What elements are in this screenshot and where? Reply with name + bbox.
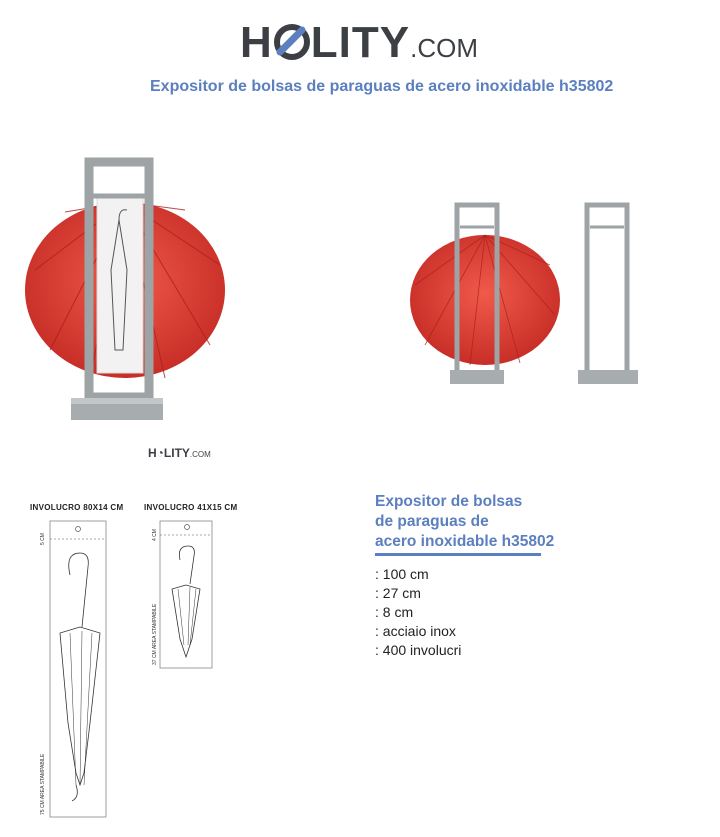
logo-letters-rest: LITY xyxy=(310,18,411,67)
spec-list xyxy=(375,565,461,660)
info-title-line-1: Expositor de bolsas xyxy=(375,493,523,510)
info-title-line-2: de paraguas de xyxy=(375,513,489,530)
photo-watermark-logo xyxy=(148,446,211,460)
spec-pouches: : 400 involucri xyxy=(375,642,462,658)
pouch-small-outline xyxy=(144,515,244,675)
page-title: Expositor de bolsas de paraguas de acero inoxidable h35802 xyxy=(150,78,614,95)
pouch-small-label: INVOLUCRO 41X15 CM xyxy=(144,503,238,512)
pouch-large-side-note: 75 CM AREA STAMPABILE xyxy=(40,753,46,815)
watermark-letter-h: H xyxy=(148,446,157,460)
watermark-letters-rest: LITY xyxy=(163,446,190,460)
watermark-suffix: .COM xyxy=(189,450,211,459)
spec-material: : acciaio inox xyxy=(375,623,456,639)
watermark-o-icon: ◔ xyxy=(156,446,164,460)
spec-height: : 100 cm xyxy=(375,566,429,582)
pouch-small-drawing xyxy=(144,515,244,675)
logo-letter-h: H xyxy=(240,18,273,67)
pouch-small-top-dim: 4 CM xyxy=(152,529,158,541)
spec-width: : 27 cm xyxy=(375,585,421,601)
product-info-title xyxy=(375,492,595,552)
info-title-line-3: acero inoxidable h35802 xyxy=(375,533,555,550)
logo-suffix: .COM xyxy=(410,33,478,63)
pouch-large-drawing xyxy=(30,515,130,825)
product-photo-main xyxy=(15,150,245,470)
spec-depth: : 8 cm xyxy=(375,604,414,620)
logo-o-mark-icon xyxy=(274,24,310,60)
holity-logo[interactable] xyxy=(240,18,490,68)
title-underline-divider xyxy=(375,553,541,556)
pouch-small-side-note: 37 CM AREA STAMPABILE xyxy=(152,603,158,665)
product-photo-pair xyxy=(400,195,710,415)
pouch-large-label: INVOLUCRO 80X14 CM xyxy=(30,503,124,512)
pouch-large-top-dim: 5 CM xyxy=(40,533,46,545)
